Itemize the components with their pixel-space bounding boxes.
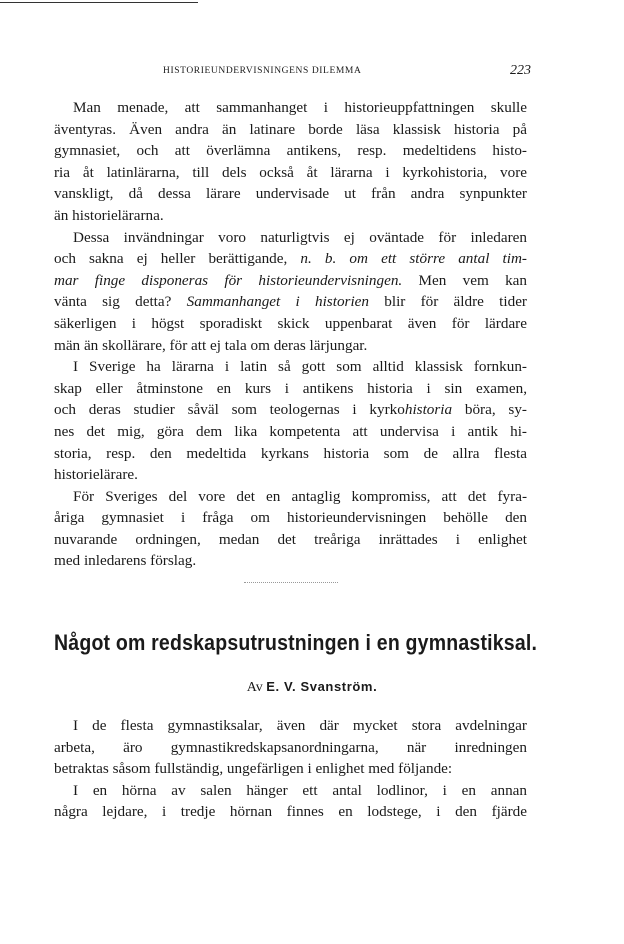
text-line: I de flesta gymnastiksalar, även där mycket stora avdelningar bbox=[73, 717, 527, 734]
text-line: arbeta, äro gymnastikredskapsanordningarna, när inredningen bbox=[54, 738, 527, 756]
text-line: I Sverige ha lärarna i latin så gott som alltid klassisk fornkun- bbox=[73, 358, 527, 376]
text-line: Man menade, att sammanhanget i historieuppfattningen skulle bbox=[73, 99, 527, 116]
text-line: och deras studier såväl som teologernas i kyrkohistoria böra, sy- bbox=[54, 401, 527, 419]
text-line: äventyras. Även andra än latinare borde läsa klassisk historia på bbox=[54, 120, 527, 138]
text-line: storia, resp. den medeltida kyrkans historia som de allra flesta bbox=[54, 444, 527, 462]
text-line: säkerligen i högst sporadiskt skick uppenbarat även för lärdare bbox=[54, 314, 527, 332]
text-line: åriga gymnasiet i fråga om historieundervisningen behölle den bbox=[54, 509, 527, 527]
text-line: gymnasiet, och att överlämna antikens, resp. medeltidens histo- bbox=[54, 142, 527, 160]
text-line: I en hörna av salen hänger ett antal lodlinor, i en annan bbox=[73, 781, 527, 799]
running-title: HISTORIEUNDERVISNINGENS DILEMMA bbox=[163, 66, 362, 76]
running-header bbox=[163, 63, 531, 78]
article-continuation bbox=[54, 97, 527, 572]
text-line: För Sveriges del vore det en antaglig kompromiss, att det fyra- bbox=[73, 487, 527, 505]
article-body bbox=[54, 715, 527, 823]
section-separator bbox=[244, 582, 338, 583]
text-line: nes det mig, göra dem lika kompetenta att undervisa i antik hi- bbox=[54, 422, 527, 440]
text-line: mar finge disponeras för historieundervisningen. Men vem kan bbox=[54, 271, 527, 289]
article-title: Något om redskapsutrustningen i en gymnastiksal. bbox=[54, 631, 538, 656]
page-number: 223 bbox=[510, 63, 531, 78]
text-line: vänta sig detta? Sammanhanget i historien blir för äldre tider bbox=[54, 293, 527, 311]
text-line: Dessa invändningar voro naturligtvis ej oväntade för inledaren bbox=[73, 228, 527, 246]
author-name: E. V. Svanström. bbox=[266, 679, 378, 694]
byline-prefix: Av bbox=[246, 680, 263, 695]
top-edge-rule bbox=[0, 2, 198, 3]
text-line: ria åt latinlärarna, till dels också åt lärarna i kyrkohistoria, vore bbox=[54, 163, 527, 181]
text-line: än historielärarna. bbox=[54, 206, 164, 224]
text-line: några lejdare, i tredje hörnan finnes en lodstege, i den fjärde bbox=[54, 803, 527, 821]
byline bbox=[0, 679, 624, 696]
text-line: betraktas såsom fullständig, ungefärligen i enlighet med följande: bbox=[54, 760, 453, 778]
text-line: män än skollärare, för att ej tala om deras lärjungar. bbox=[54, 336, 368, 354]
text-line: vanskligt, då dessa lärare undervisade ut från andra synpunkter bbox=[54, 185, 527, 203]
text-line: historielärare. bbox=[54, 466, 138, 484]
text-line: skap eller åtminstone en kurs i antikens historia i sin examen, bbox=[54, 379, 527, 397]
text-line: och sakna ej heller berättigande, n. b. om ett större antal tim- bbox=[54, 250, 527, 268]
text-line: nuvarande ordningen, medan det treåriga inrättades i enlighet bbox=[54, 530, 527, 548]
text-line: med inledarens förslag. bbox=[54, 552, 197, 570]
